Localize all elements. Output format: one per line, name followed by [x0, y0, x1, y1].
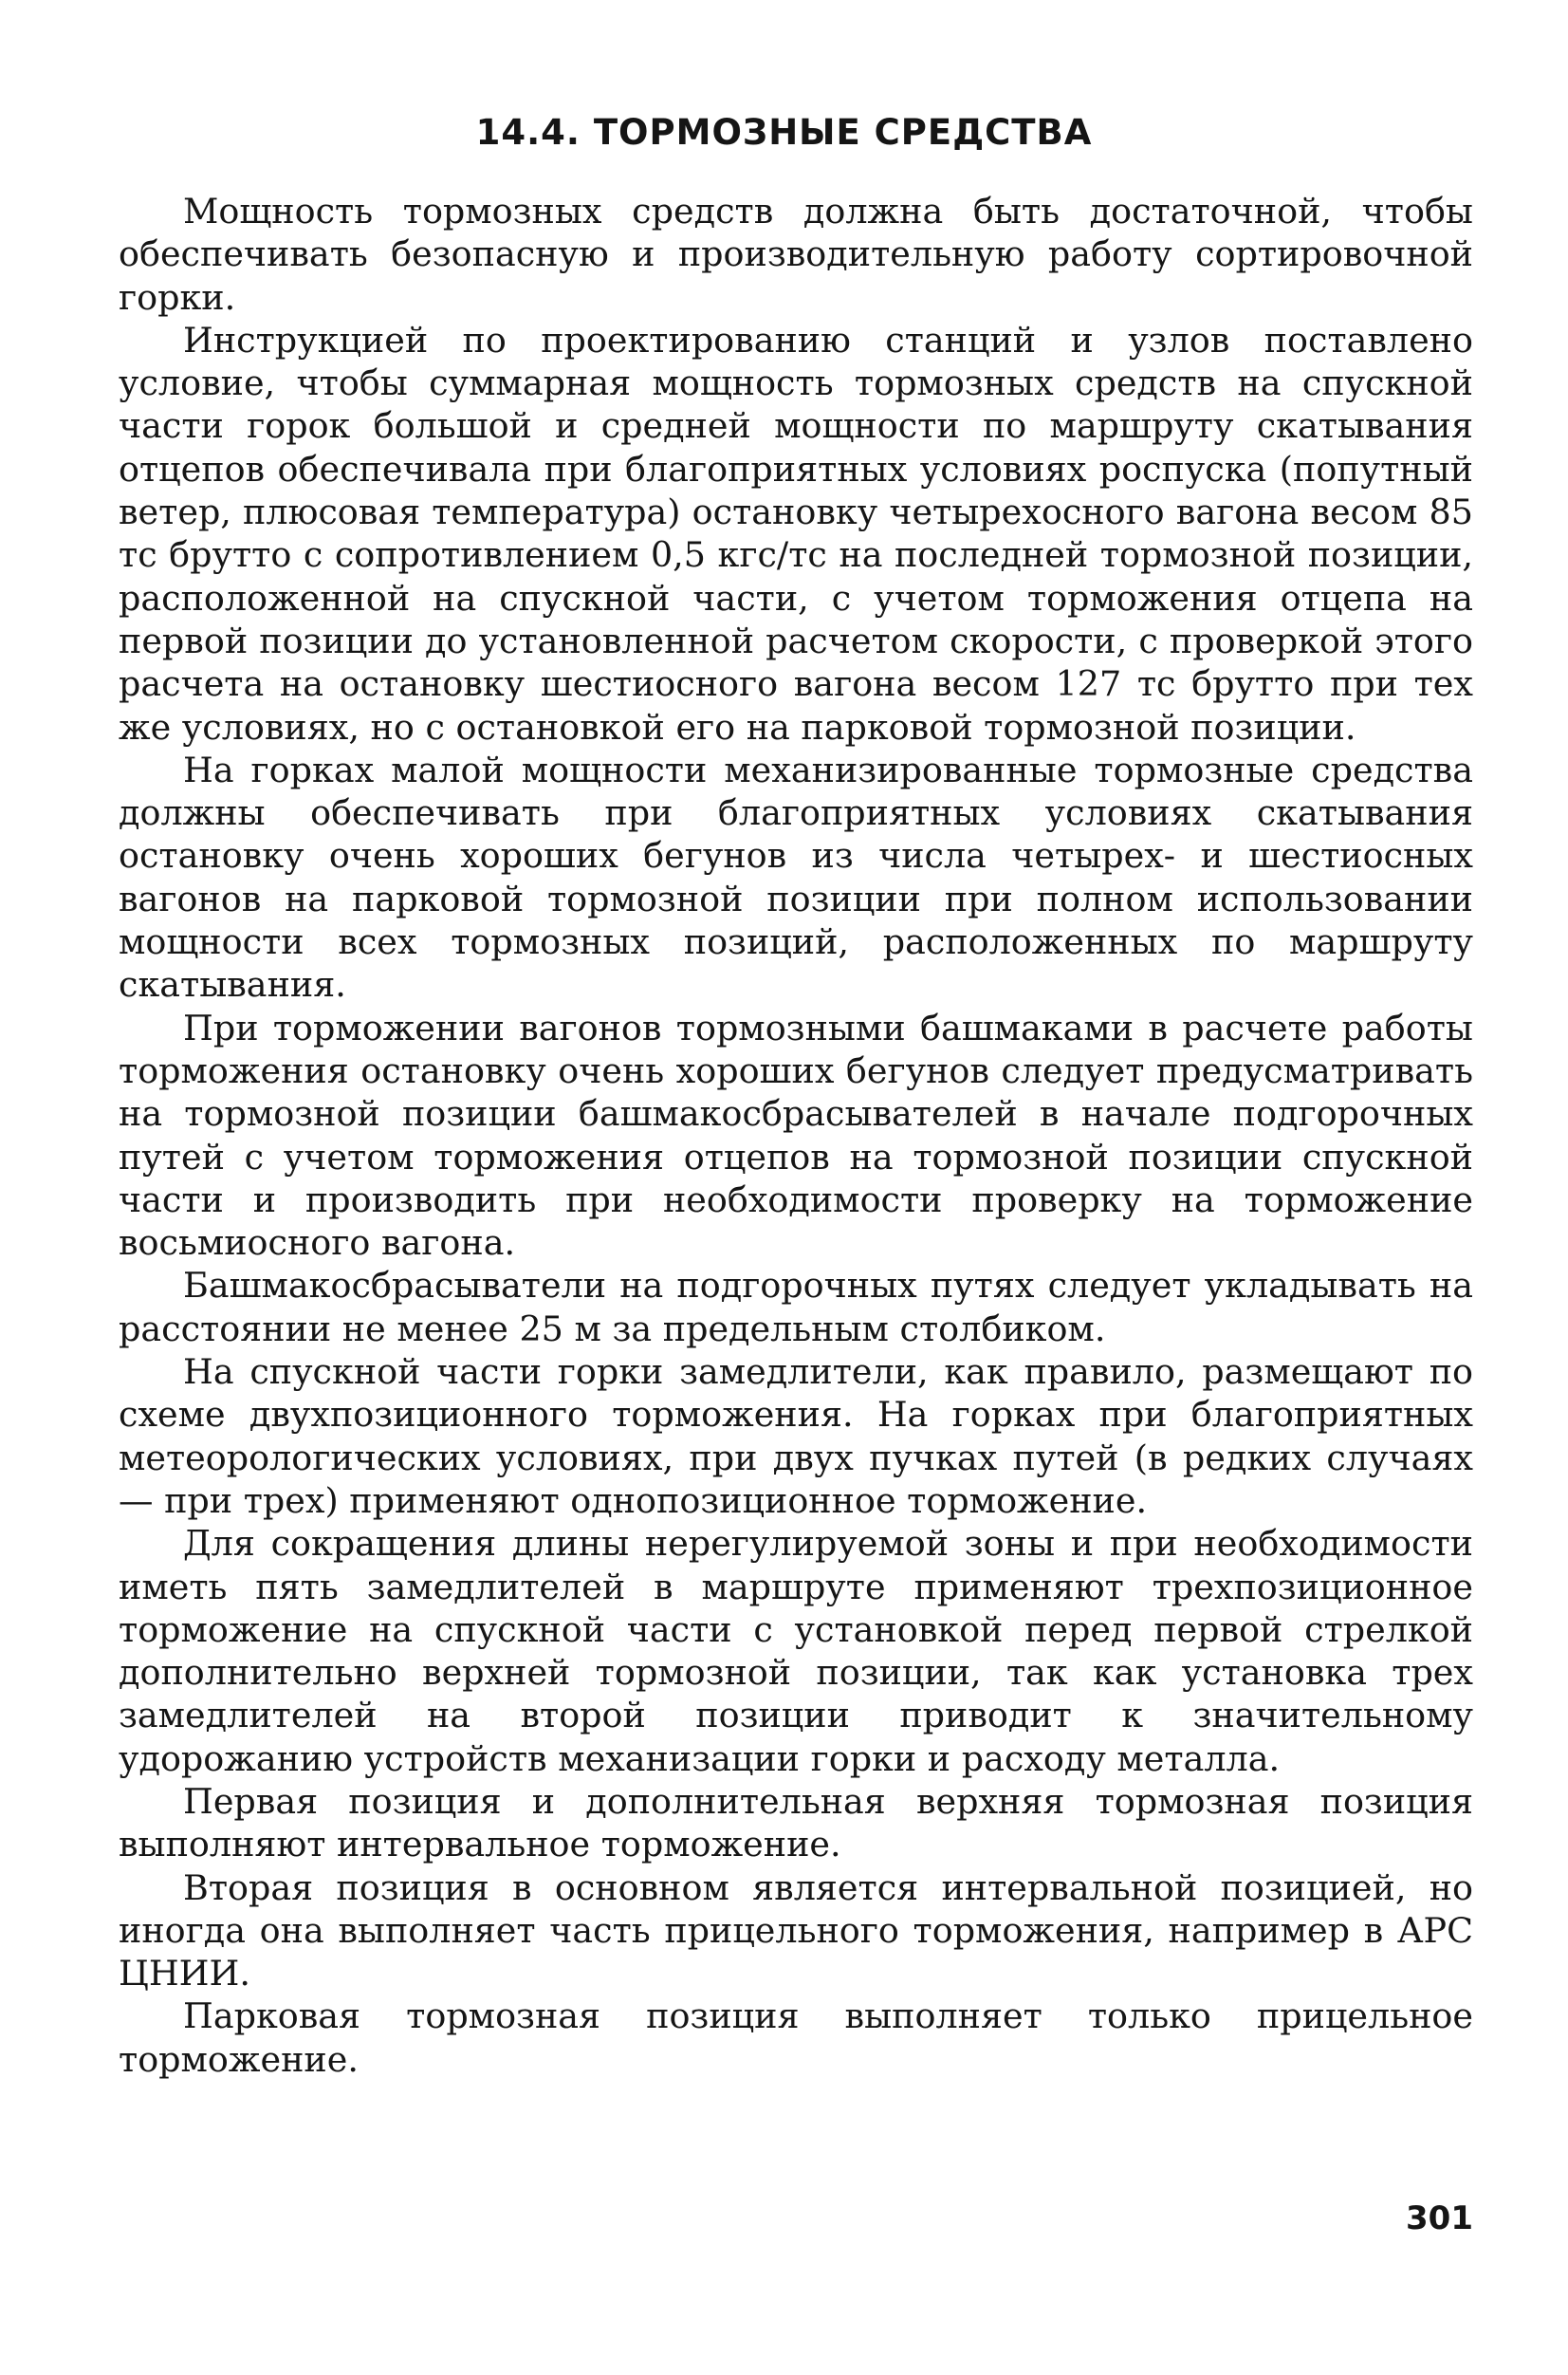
paragraph-9: Вторая позиция в основном является интервальной позицией, но иногда она выполняет часть прицельного торможения, например в АРС ЦНИИ. — [119, 1866, 1473, 1995]
paragraph-2: Инструкцией по проектированию станций и узлов поставлено условие, чтобы суммарная мощность тормозных средств на спускной части горок большой и средней мощности по маршруту скатывания отцепов обеспечивала при благоприятных условиях роспуска (попутный ветер, плюсовая температура) остановку четырехосного вагона весом 85 тс брутто с сопротивлением 0,5 кгс/тс на последней тормозной позиции, расположенной на спускной части, с учетом торможения отцепа на первой позиции до установленной расчетом скорости, с проверкой этого расчета на остановку шестиосного вагона весом 127 тс брутто при тех же условиях, но с остановкой его на парковой тормозной позиции. — [119, 319, 1473, 748]
paragraph-7: Для сокращения длины нерегулируемой зоны и при необходимости иметь пять замедлителей в маршруте применяют трехпозиционное торможение на спускной части с установкой перед первой стрелкой дополнительно верхней тормозной позиции, так как установка трех замедлителей на второй позиции приводит к значительному удорожанию устройств механизации горки и расходу металла. — [119, 1523, 1473, 1779]
section-heading: 14.4. ТОРМОЗНЫЕ СРЕДСТВА — [475, 112, 1093, 153]
paragraph-3: На горках малой мощности механизированные тормозные средства должны обеспечивать при благоприятных условиях скатывания остановку очень хороших бегунов из числа четырех- и шестиосных вагонов на парковой тормозной позиции при полном использовании мощности всех тормозных позиций, расположенных по маршруту скатывания. — [119, 749, 1473, 1006]
paragraph-8: Первая позиция и дополнительная верхняя тормозная позиция выполняют интервальное торможение. — [119, 1780, 1473, 1865]
paragraph-10: Парковая тормозная позиция выполняет только прицельное торможение. — [119, 1995, 1473, 2080]
paragraph-6: На спускной части горки замедлители, как правило, размещают по схеме двухпозиционного торможения. На горках при благоприятных метеорологических условиях, при двух пучках путей (в редких случаях — при трех) применяют однопозиционное торможение. — [119, 1351, 1473, 1521]
body-text — [119, 190, 1473, 2081]
paragraph-5: Башмакосбрасыватели на подгорочных путях следует укладывать на расстоянии не менее 25 м за предельным столбиком. — [119, 1265, 1473, 1349]
paragraph-4: При торможении вагонов тормозными башмаками в расчете работы торможения остановку очень хороших бегунов следует предусматривать на тормозной позиции башмакосбрасывателей в начале подгорочных путей с учетом торможения отцепов на тормозной позиции спускной части и производить при необходимости проверку на торможение восьмиосного вагона. — [119, 1007, 1473, 1264]
page-number: 301 — [1406, 2199, 1473, 2237]
paragraph-1: Мощность тормозных средств должна быть достаточной, чтобы обеспечивать безопасную и производительную работу сортировочной горки. — [119, 191, 1473, 318]
